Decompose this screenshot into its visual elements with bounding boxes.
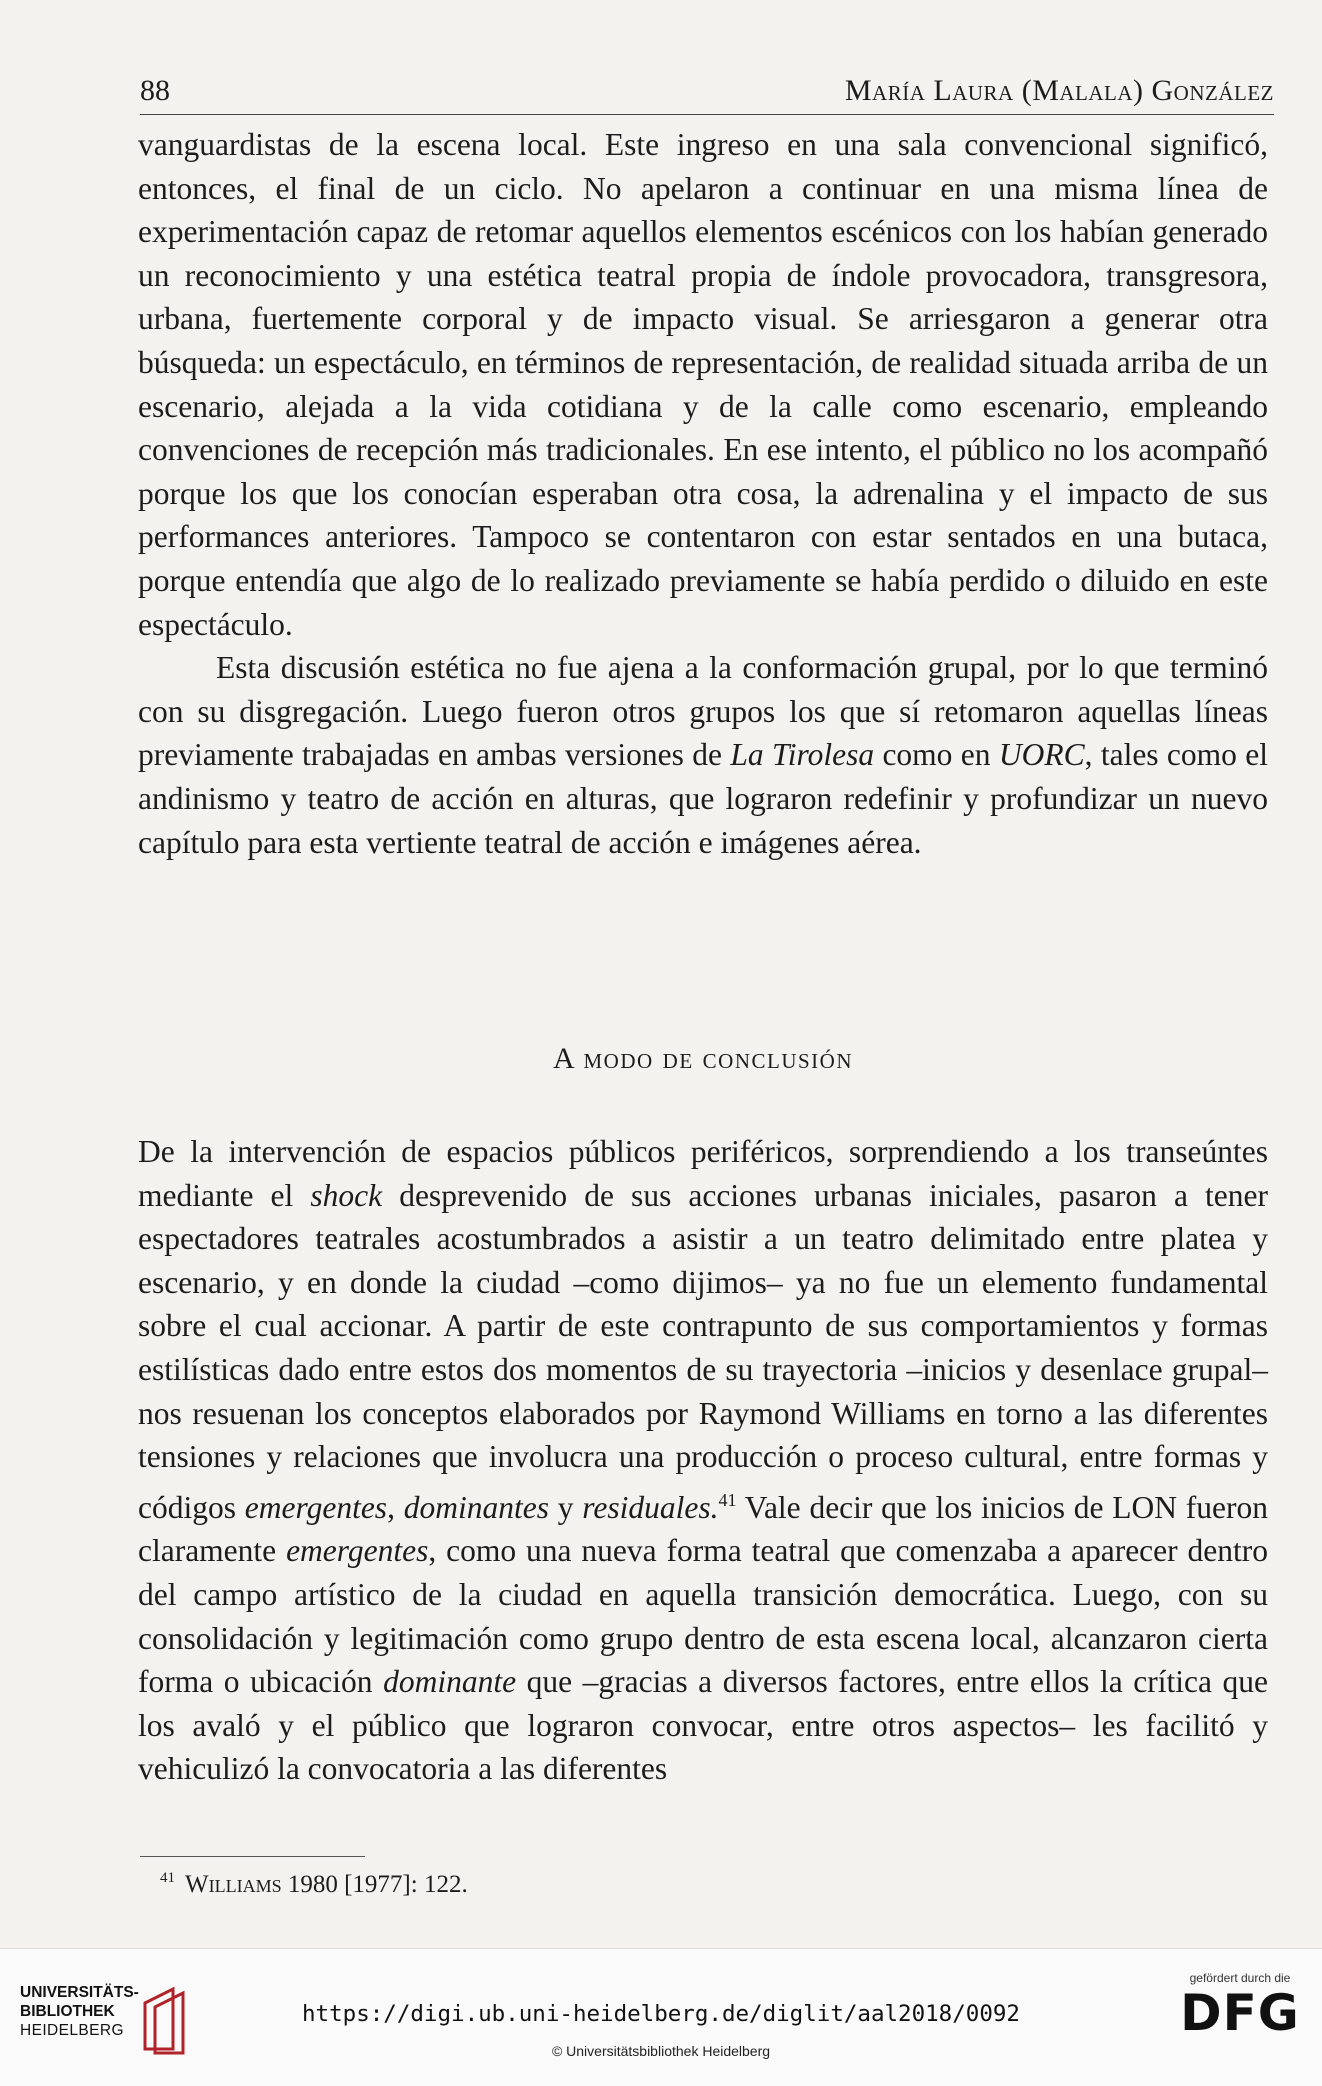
italic-term: residuales. — [582, 1489, 719, 1525]
italic-term: dominantes — [403, 1489, 549, 1525]
footnote-reference: 1980 [1977]: 122. — [281, 1871, 468, 1898]
page-header — [140, 74, 1274, 115]
paragraph-1 — [138, 123, 1268, 646]
text-run: que –gracias a diversos factores, entre ellos la crítica que los avaló y el público que lograron convocar, entre otros aspectos– les facilitó y vehiculizó la convocatoria a las diferentes — [138, 1664, 1268, 1787]
funding-note: gefördert durch die — [1189, 1971, 1291, 1985]
italic-term: shock — [310, 1177, 383, 1213]
library-name-line2: BIBLIOTHEK — [20, 2003, 115, 2020]
paragraph-2 — [138, 646, 1268, 864]
text-run: , tales como el andinismo y teatro de acción en alturas, que lograron redefinir y profundizar un nuevo capítulo para esta vertiente teatral de acción e imágenes aérea. — [138, 737, 1268, 860]
body-text-bottom — [138, 1130, 1268, 1791]
text-run: Esta discusión estética no fue ajena a la conformación grupal, por lo que terminó con su disgregación. Luego fueron otros grupos los que sí retomaron aquellas líneas previamente trabajadas en ambas versiones de — [138, 650, 1268, 773]
copyright-notice: © Universitätsbibliothek Heidelberg — [551, 2043, 771, 2059]
footnote-rule — [140, 1856, 365, 1857]
text-run: desprevenido de sus acciones urbanas iniciales, pasaron a tener espectadores teatrales acostumbrados a asistir a un teatro delimitado entre platea y escenario, y en donde la ciudad –como dijimos– ya no fue un elemento fundamental sobre el cual accionar. A partir de este contrapunto de sus comportamientos y formas estilísticas dado entre estos dos momentos de su trayectoria –inicios y desenlace grupal– nos resuenan los conceptos elaborados por Raymond Williams en torno a las diferentes tensiones y relaciones que involucra una producción o proceso cultural, entre formas y códigos — [138, 1177, 1268, 1525]
italic-term: emergentes — [244, 1489, 388, 1525]
italic-term: dominante — [383, 1664, 517, 1700]
italic-term: emergentes — [286, 1533, 429, 1569]
text-run: Vale decir que los inicios de LON fueron claramente — [138, 1489, 1268, 1569]
body-text-top — [138, 123, 1268, 864]
text-run: , como una nueva forma teatral que comenzaba a aparecer dentro del campo artístico de la ciudad en aquella transición democrática. Luego, con su consolidación y legitimación como grupo dentro de esta escena local, alcanzaron cierta forma o ubicación — [138, 1533, 1269, 1700]
library-city: HEIDELBERG — [20, 2022, 124, 2039]
running-head: María Laura (Malala) González — [844, 74, 1274, 107]
digitization-footer — [0, 1948, 1322, 2086]
text-run: como en — [874, 737, 999, 773]
text-run: y — [548, 1489, 583, 1525]
text-run: De la intervención de espacios públicos periféricos, sorprendiendo a los transeúntes mediante el — [138, 1134, 1268, 1213]
paragraph-3 — [138, 1130, 1268, 1791]
page-number: 88 — [140, 74, 170, 107]
library-name-line1: UNIVERSITÄTS- — [20, 1984, 139, 2001]
funder-name: DFG — [1180, 1984, 1300, 2042]
permalink-url[interactable]: https://digi.ub.uni-heidelberg.de/diglit/aal2018/0092 — [302, 2001, 1020, 2027]
footnote — [160, 1870, 468, 1899]
italic-term: La Tirolesa — [730, 737, 875, 773]
italic-term: UORC — [998, 737, 1085, 773]
text-run: vanguardistas de la escena local. Este ingreso en una sala convencional significó, entonces, el final de un ciclo. No apelaron a continuar en una misma línea de experimentación capaz de retomar aquellos elementos escénicos con los habían generado un reconocimiento y una estética teatral propia de índole provocadora, transgresora, urbana, fuertemente corporal y de impacto visual. Se arriesgaron a generar otra búsqueda: un espectáculo, en términos de representación, de realidad situada arriba de un escenario, alejada a la vida cotidiana y de la calle como escenario, empleando convenciones de recepción más tradicionales. En ese intento, el público no los acompañó porque los que los conocían esperaban otra cosa, la adrenalina y el impacto de sus performances anteriores. Tampoco se contentaron con estar sentados en una butaca, porque entendía que algo de lo realizado previamente se había perdido o diluido en este espectáculo. — [138, 127, 1268, 642]
dfg-logo — [1180, 1971, 1300, 2041]
section-heading: A modo de conclusión — [552, 1042, 853, 1075]
footnote-author: Williams — [185, 1871, 282, 1898]
footnote-number: 41 — [160, 1870, 175, 1886]
text-run: , — [387, 1489, 404, 1525]
footnote-marker: 41 — [718, 1489, 737, 1510]
